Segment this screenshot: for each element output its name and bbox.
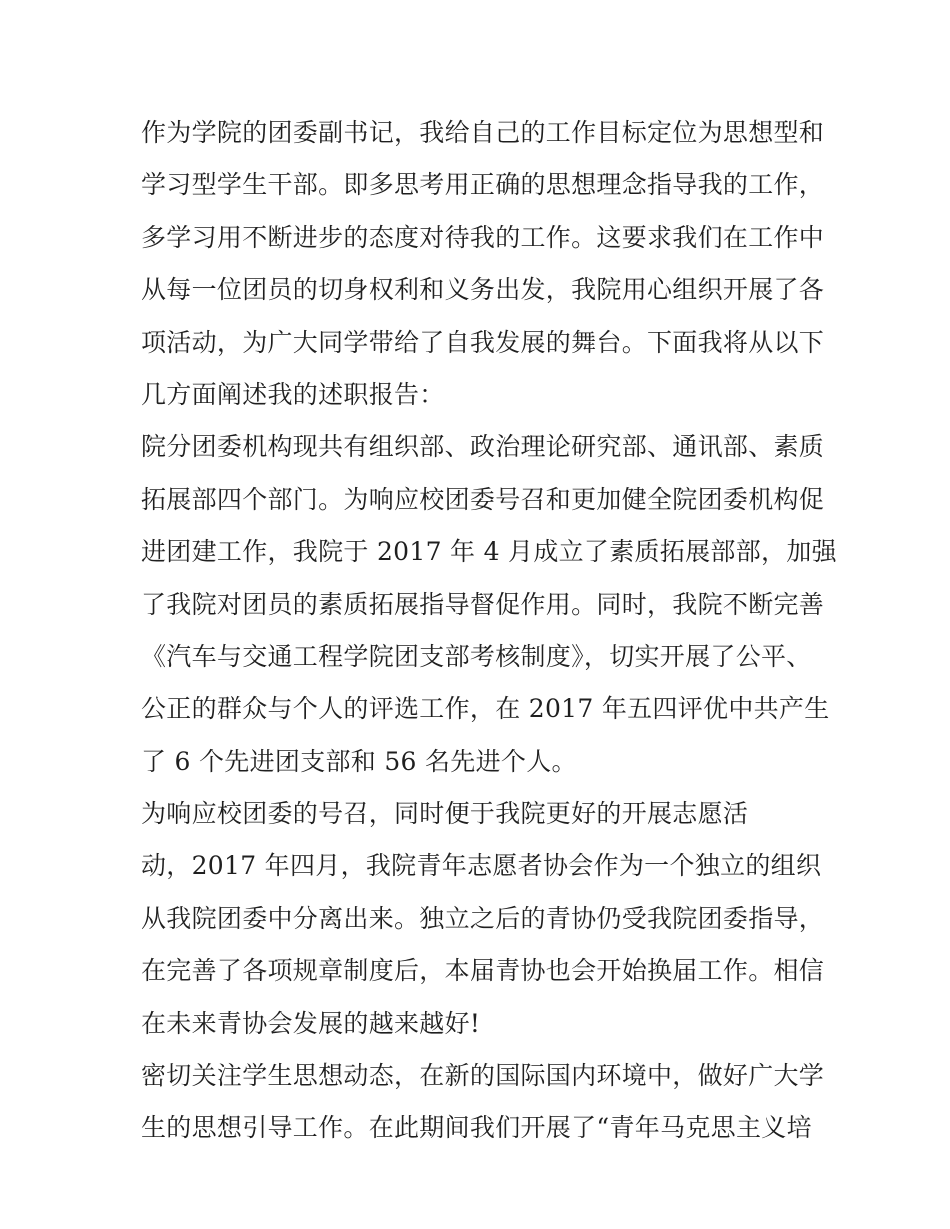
text-line: 项活动，为广大同学带给了自我发展的舞台。下面我将从以下 [141,327,825,357]
text-line: 公正的群众与个人的评选工作，在 2017 年五四评优中共产生 [141,694,830,724]
text-line: 学习型学生干部。即多思考用正确的思想理念指导我的工作， [141,170,825,200]
text-line: 拓展部四个部门。为响应校团委号召和更加健全院团委机构促 [141,484,825,514]
text-line: 在未来青协会发展的越来越好! [141,1008,481,1038]
text-line: 多学习用不断进步的态度对待我的工作。这要求我们在工作中 [141,222,825,252]
text-line: 《汽车与交通工程学院团支部考核制度》，切实开展了公平、 [141,641,812,671]
text-line: 作为学院的团委副书记，我给自己的工作目标定位为思想型和 [141,118,825,147]
text-line: 动，2017 年四月，我院青年志愿者协会作为一个独立的组织 [141,851,822,881]
text-line: 几方面阐述我的述职报告： [141,379,445,409]
text-line: 了我院对团员的素质拓展指导督促作用。同时，我院不断完善 [141,589,825,619]
text-line: 院分团委机构现共有组织部、政治理论研究部、通讯部、素质 [141,432,825,462]
text-line: 进团建工作，我院于 2017 年 4 月成立了素质拓展部部，加强 [141,537,837,567]
text-line: 从我院团委中分离出来。独立之后的青协仍受我院团委指导， [141,903,825,933]
text-line: 密切关注学生思想动态，在新的国际国内环境中，做好广大学 [141,1061,825,1091]
text-line: 从每一位团员的切身权利和义务出发，我院用心组织开展了各 [141,275,825,305]
text-line: 生的思想引导工作。在此期间我们开展了“青年马克思主义培 [141,1113,812,1143]
text-line: 为响应校团委的号召，同时便于我院更好的开展志愿活 [141,799,749,829]
document-body [141,107,837,1155]
text-line: 在完善了各项规章制度后，本届青协也会开始换届工作。相信 [141,956,825,986]
text-line: 了 6 个先进团支部和 56 名先进个人。 [141,746,577,776]
